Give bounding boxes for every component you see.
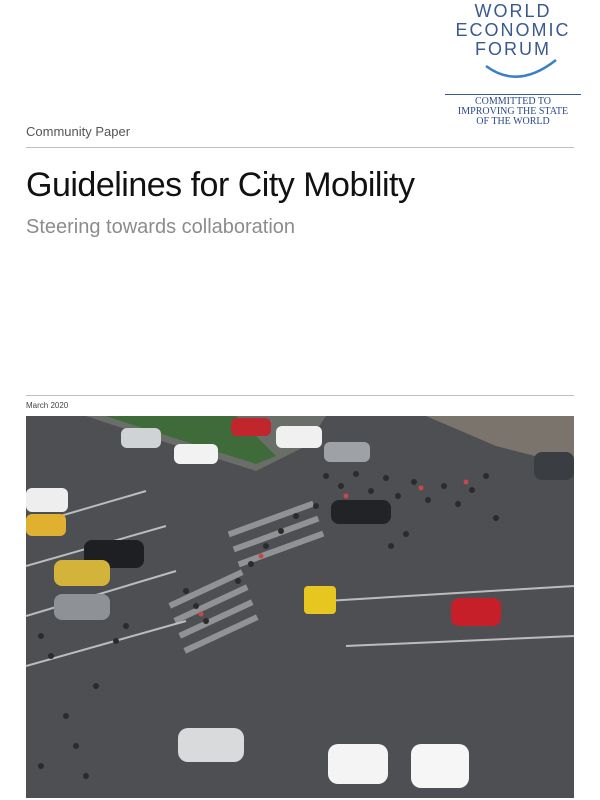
aerial-intersection-photo-icon	[26, 416, 574, 798]
tagline-line-2: IMPROVING THE STATE	[457, 106, 569, 117]
page-subtitle: Steering towards collaboration	[26, 216, 296, 238]
document-type-label: Community Paper	[26, 124, 131, 139]
logo-tagline	[445, 94, 581, 127]
tagline-line-1: COMMITTED TO	[474, 96, 552, 107]
tagline-line-3: OF THE WORLD	[476, 116, 550, 127]
wef-logo	[448, 0, 578, 82]
logo-line-economic: ECONOMIC	[455, 20, 571, 40]
middle-divider	[26, 395, 574, 396]
page-title: Guidelines for City Mobility	[26, 166, 415, 204]
logo-line-forum: FORUM	[475, 39, 551, 59]
publication-date: March 2020	[26, 401, 69, 410]
cover-photo	[26, 416, 574, 798]
logo-line-world: WORLD	[474, 1, 552, 21]
top-divider	[26, 147, 574, 148]
